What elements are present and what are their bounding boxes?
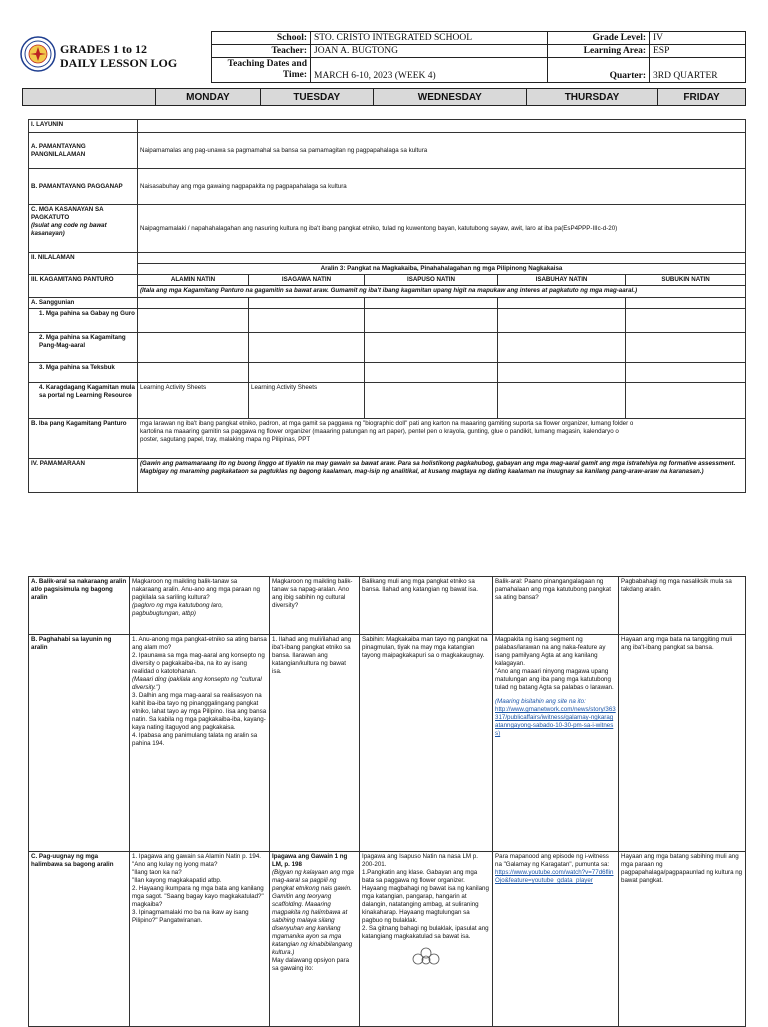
pamamaraan-note: (Gawin ang pamamaraang ito ng buong linggo at tiyakin na may gawain sa bawat araw. Para sa holistikong pagkahubog, gabayan ang mga mag-aaral gamit ang mga istratehiya ng formative assessment. Magbigay ng maraming pagkakataon sa pagtuklas ng bagong kaalaman, mag-isip ng analitikal, at kusang magtaya ng dating kaalaman na inuugnay sa kanilang pang-araw-araw na karanasan.) bbox=[138, 459, 746, 493]
deped-seal-logo bbox=[20, 36, 56, 72]
objectives-table bbox=[28, 119, 746, 493]
grade-label: Grade Level: bbox=[548, 32, 650, 45]
area-label: Learning Area: bbox=[548, 45, 650, 58]
cell bbox=[626, 333, 746, 363]
las-tuesday: Learning Activity Sheets bbox=[249, 383, 365, 419]
gma-link[interactable]: http://www.gmanetwork.com/news/story/363317/publicaffairs/iwitness/galamay-ngkaragatanngayong-sabado-10-30-pm-sa-i-witness) bbox=[495, 706, 616, 737]
kasanayan-note: (Isulat ang code ng bawat kasanayan) bbox=[31, 222, 107, 237]
pag-uugnay-monday-4: "Ilan kayong magkakapatid atbp. bbox=[132, 877, 222, 884]
iba-pang-line-1: mga larawan ng iba't ibang pangkat etniko, padron, at mga gamit sa paggawa ng "biographic doll" pati ang karton na maaaring gamiting suporta sa flower organizer, lumang folder o bbox=[140, 420, 634, 427]
aralin-title: Aralin 3: Pangkat na Magkakaiba, Pinahahalagahan ng mga Pilipinong Nagkakaisa bbox=[138, 264, 746, 275]
balik-aral-tuesday: Magkaroon ng maikling balik-tanaw sa napag-aralan. Ano ang ibig sabihin ng cultural diversity? bbox=[270, 577, 360, 635]
phase-isagawa: ISAGAWA NATIN bbox=[249, 275, 365, 286]
pag-uugnay-tuesday bbox=[270, 852, 360, 1027]
balik-aral-monday-note: (pagloro ng mga katutubong laro, pagbubugtungan, atbp) bbox=[132, 602, 224, 617]
pamantayang-pagganap-label: B. PAMANTAYANG PAGGANAP bbox=[29, 169, 138, 205]
pag-uugnay-monday-3: "Ilang taon ka na? bbox=[132, 869, 182, 876]
kagamitang-mag-aaral-label: 2. Mga pahina sa Kagamitang Pang-Mag-aaral bbox=[29, 333, 138, 363]
cell bbox=[498, 298, 626, 309]
cell bbox=[138, 309, 249, 333]
pag-uugnay-wednesday-1: Ipagawa ang Isapuso Natin na nasa LM p. 200-201. bbox=[362, 853, 478, 868]
title-line-2: DAILY LESSON LOG bbox=[60, 56, 178, 70]
grade-value: IV bbox=[650, 32, 746, 45]
paghahabi-friday: Hayaan ang mga bata na tanggiting muli ang iba't-ibang pangkat sa bansa. bbox=[619, 635, 746, 852]
phase-isapuso: ISAPUSO NATIN bbox=[365, 275, 498, 286]
kasanayan-text: Naipagmamalaki / napahahalagahan ang nasuring kultura ng iba't ibang pangkat etniko, tulad ng kuwentong bayan, katutubong sayaw, awit, laro at iba pa(EsP4PPP-IIIc-d-20) bbox=[138, 205, 746, 253]
days-header-table bbox=[22, 88, 746, 106]
iba-pang-line-3: poster, sagutang papel, tray, malaking mapa ng Pilipinas, PPT bbox=[140, 436, 311, 443]
cell bbox=[365, 298, 498, 309]
header-info-table bbox=[211, 31, 746, 83]
paghahabi-thursday-note: (Maaring bisitahin ang site na ito: bbox=[495, 698, 586, 705]
cell bbox=[249, 298, 365, 309]
balik-aral-thursday: Balik-aral: Paano pinangangalagaan ng pamahalaan ang mga katutubong pangkat sa ating bansa? bbox=[493, 577, 619, 635]
balik-aral-monday bbox=[130, 577, 270, 635]
phase-subukin: SUBUKIN NATIN bbox=[626, 275, 746, 286]
pag-uugnay-label: C. Pag-uugnay ng mga halimbawa sa bagong aralin bbox=[29, 852, 130, 1027]
flower-organizer-icon bbox=[406, 945, 446, 971]
day-thursday: THURSDAY bbox=[526, 89, 657, 106]
cell bbox=[365, 309, 498, 333]
pag-uugnay-tuesday-2: May dalawang opsiyon para sa gawaing ito: bbox=[272, 957, 350, 972]
paghahabi-thursday-2: "Ano ang maaari ninyong magawa upang matulungan ang iba pang mga katutubong tulad ng batang Agta sa palabas o larawan. bbox=[495, 668, 614, 691]
balik-aral-monday-text: Magkaroon ng maikling balik-tanaw sa nakaraang aralin. Anu-ano ang mga paraan ng pagkilala sa sariling kultura? bbox=[132, 578, 260, 601]
dates-value: MARCH 6-10, 2023 (WEEK 4) bbox=[311, 58, 548, 83]
pag-uugnay-wednesday-3: 2. Sa gitnang bahagi ng bulaklak, ipasulat ang katangiang magkakatulad sa bawat isa. bbox=[362, 925, 489, 940]
paghahabi-monday-3: 3. Dalhin ang mga mag-aaral sa realisasyon na kahit iba-iba tayo ng pinanggalingang pangkat etniko, lahat tayo ay mga Pilipino. Iisa ang bansa natin. Sa kabila ng mga pagkakaiba-iba, kayang-kaya nating itaguyod ang pagkakaisa. bbox=[132, 692, 267, 731]
paghahabi-thursday bbox=[493, 635, 619, 852]
day-tuesday: TUESDAY bbox=[260, 89, 373, 106]
pag-uugnay-tuesday-1: Ipagawa ang Gawain 1 ng LM, p. 198 bbox=[272, 853, 348, 868]
nilalaman-label: II. NILALAMAN bbox=[29, 253, 138, 275]
cell bbox=[138, 333, 249, 363]
iba-pang-text bbox=[138, 419, 746, 459]
day-monday: MONDAY bbox=[156, 89, 261, 106]
phase-isabuhay: ISABUHAY NATIN bbox=[498, 275, 626, 286]
paghahabi-thursday-1: Magpakita ng isang segment ng palabas/larawan na ang naka-feature ay isang pamilyang Agta at ang kanilang kalagayan. bbox=[495, 636, 606, 667]
balik-aral-friday: Pagbabahagi ng mga nasaliksik mula sa takdang aralin. bbox=[619, 577, 746, 635]
nilalaman-top bbox=[138, 253, 746, 264]
cell bbox=[498, 309, 626, 333]
quarter-value: 3RD QUARTER bbox=[650, 58, 746, 83]
pag-uugnay-monday bbox=[130, 852, 270, 1027]
day-friday: FRIDAY bbox=[658, 89, 746, 106]
pag-uugnay-thursday bbox=[493, 852, 619, 1027]
cell bbox=[365, 333, 498, 363]
cell bbox=[249, 309, 365, 333]
cell bbox=[138, 363, 249, 383]
cell bbox=[365, 363, 498, 383]
paghahabi-label: B. Paghahabi sa layunin ng aralin bbox=[29, 635, 130, 852]
day-wednesday: WEDNESDAY bbox=[373, 89, 526, 106]
teacher-label: Teacher: bbox=[212, 45, 311, 58]
cell bbox=[626, 298, 746, 309]
days-corner bbox=[23, 89, 156, 106]
cell bbox=[626, 363, 746, 383]
paghahabi-monday-4: 4. Ipabasa ang panimulang talata ng aralin sa pahina 194. bbox=[132, 732, 258, 747]
log-title bbox=[60, 42, 177, 70]
iba-pang-label: B. Iba pang Kagamitang Panturo bbox=[29, 419, 138, 459]
paghahabi-monday bbox=[130, 635, 270, 852]
pag-uugnay-monday-1: 1. Ipagawa ang gawain sa Alamin Natin p. 194. bbox=[132, 853, 261, 860]
las-monday: Learning Activity Sheets bbox=[138, 383, 249, 419]
school-label: School: bbox=[212, 32, 311, 45]
cell bbox=[365, 383, 498, 419]
layunin-empty bbox=[138, 120, 746, 133]
kagamitan-label: III. KAGAMITANG PANTURO bbox=[29, 275, 138, 298]
pamantayang-pangnilalaman-text: Naipamamalas ang pag-unawa sa pagmamahal sa bansa sa pamamagitan ng pagpapahalaga sa kultura bbox=[138, 133, 746, 169]
cell bbox=[626, 383, 746, 419]
pamantayang-pagganap-text: Naisasabuhay ang mga gawaing nagpapakita ng pagpapahalaga sa kultura bbox=[138, 169, 746, 205]
pag-uugnay-monday-2: "Ano ang kulay ng iyong mata? bbox=[132, 861, 218, 868]
phase-alamin: ALAMIN NATIN bbox=[138, 275, 249, 286]
pag-uugnay-monday-5: 2. Hayaang ikumpara ng mga bata ang kanilang mga sagot. "Saang bagay kayo magkakatulad?" magkaiba? bbox=[132, 885, 264, 908]
layunin-label: I. LAYUNIN bbox=[29, 120, 138, 133]
cell bbox=[498, 333, 626, 363]
cell bbox=[138, 298, 249, 309]
balik-aral-label: A. Balik-aral sa nakaraang aralin at/o pagsisimula ng bagong aralin bbox=[29, 577, 130, 635]
paghahabi-monday-2: 2. Ipaunawa sa mga mag-aaral ang konsepto ng diversity o pagkakaiba-iba, na ito ay isang realidad o katotohanan. bbox=[132, 652, 265, 675]
cell bbox=[498, 363, 626, 383]
paghahabi-monday-1: 1. Anu-anong mga pangkat-etniko sa ating bansa ang alam mo? bbox=[132, 636, 267, 651]
pamamaraan-label: IV. PAMAMARAAN bbox=[29, 459, 138, 493]
lr-portal-label: 4. Karagdagang Kagamitan mula sa portal ng Learning Resource bbox=[29, 383, 138, 419]
pag-uugnay-friday: Hayaan ang mga batang sabihing muli ang mga paraan ng pagpapahalaga/pagpapaunlad ng kultura ng bawat pangkat. bbox=[619, 852, 746, 1027]
gabay-label: 1. Mga pahina sa Gabay ng Guro bbox=[29, 309, 138, 333]
cell bbox=[249, 363, 365, 383]
youtube-link[interactable]: https://www.youtube.com/watch?v=77d6flinOjo&feature=youtube_gdata_player bbox=[495, 869, 614, 884]
cell bbox=[626, 309, 746, 333]
paghahabi-wednesday: Sabihin: Magkakaiba man tayo ng pangkat na pinagmulan, tiyak na may mga katangian tayong maipagkakapuri sa o magkakaugnay. bbox=[360, 635, 493, 852]
quarter-label: Quarter: bbox=[548, 58, 650, 83]
balik-aral-wednesday: Balikang muli ang mga pangkat etniko sa bansa. Ilahad ang katangian ng bawat isa. bbox=[360, 577, 493, 635]
pag-uugnay-monday-6: 3. Ipinagmamalaki mo ba na ikaw ay isang Pilipino?" Pangatwiranan. bbox=[132, 909, 249, 924]
dates-label: Teaching Dates and Time: bbox=[212, 58, 311, 83]
cell bbox=[498, 383, 626, 419]
pag-uugnay-tuesday-note: (Bigyan ng kalayaan ang mga mag-aaral sa pagpili ng pangkat etnikong nais gawin. Gamitin ang teoryang scaffolding. Maaaring magpakita ng halimbawa at sabihing malaya silang disenyuhan ang kanilang mgamanika ayon sa mga katangian ng kinabibilangang kultura.) bbox=[272, 869, 354, 956]
iba-pang-line-2: kartolina na maaaring gamitin sa paggawa ng flower organizer (maaaring patungan ng art paper), pentel pen o krayola, gunting, glue o pandikit, lumang magasin, kalendaryo o bbox=[140, 428, 619, 435]
kasanayan-label bbox=[29, 205, 138, 253]
area-value: ESP bbox=[650, 45, 746, 58]
procedure-table bbox=[28, 576, 746, 1027]
title-line-1: GRADES 1 to 12 bbox=[60, 42, 148, 56]
teacher-value: JOAN A. BUGTONG bbox=[311, 45, 548, 58]
teksbuk-label: 3. Mga pahina sa Teksbuk bbox=[29, 363, 138, 383]
paghahabi-tuesday: 1. Ilahad ang muli/ilahad ang iba't-ibang pangkat etniko sa bansa. Ilarawan ang katangian/kultura ng bawat isa. bbox=[270, 635, 360, 852]
paghahabi-monday-note: (Maaari ding ipakilala ang konsepto ng "cultural diversity.") bbox=[132, 676, 262, 691]
kasanayan-label-text: C. MGA KASANAYAN SA PAGKATUTO bbox=[31, 206, 104, 221]
pag-uugnay-thursday-1: Para mapanood ang episode ng i-witness na "Galamay ng Karagatan", pumunta sa: bbox=[495, 853, 610, 868]
cell bbox=[249, 333, 365, 363]
school-value: STO. CRISTO INTEGRATED SCHOOL bbox=[311, 32, 548, 45]
sanggunian-label: A. Sanggunian bbox=[29, 298, 138, 309]
pag-uugnay-wednesday bbox=[360, 852, 493, 1027]
kagamitan-note: (Itala ang mga Kagamitang Panturo na gagamitin sa bawat araw. Gumamit ng iba't ibang kagamitan upang higit na mapukaw ang interes at pagkatuto ng mga mag-aaral.) bbox=[138, 286, 746, 298]
pamantayang-pangnilalaman-label: A. PAMANTAYANG PANGNILALAMAN bbox=[29, 133, 138, 169]
pag-uugnay-wednesday-2: 1.Pangkatin ang klase. Gabayan ang mga bata sa paggawa ng flower organizer. Hayaang magbahagi ng bawat isa ng kanilang mga katangian, pangarap, hangarin at dalangin, natatanging ambag, at suliraning kinakaharap. Hayaang magtulungan sa pagbuo ng bulaklak. bbox=[362, 869, 489, 924]
